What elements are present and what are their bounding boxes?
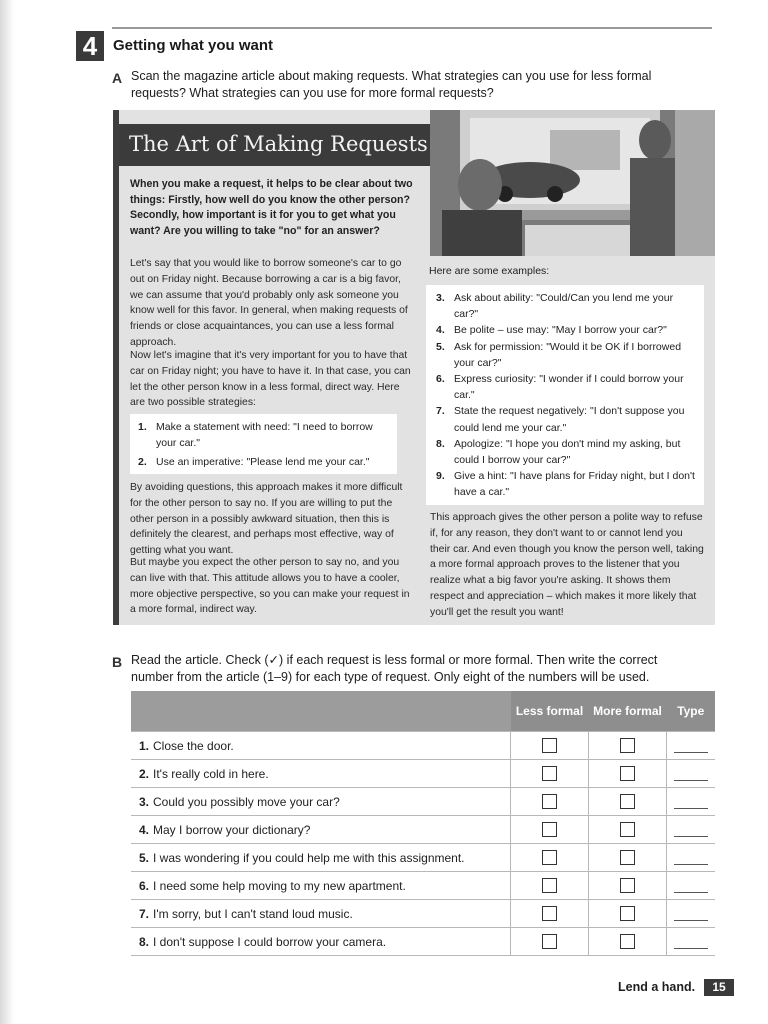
- header-less-formal: Less formal: [511, 691, 589, 732]
- page-number: 15: [704, 979, 734, 996]
- article-intro: When you make a request, it helps to be clear about two things: Firstly, how well do you know the other person? Secondly, how important is it for you to get what you want? Are you willing to take "no" for an answer?: [130, 178, 413, 237]
- more-formal-checkbox[interactable]: [620, 822, 635, 837]
- exercise-b-instruction: Read the article. Check (✓) if each request is less formal or more formal. Then write the correct number from the article (1–9) for each type of request. Only eight of the numbers will be used.: [131, 653, 658, 684]
- table-row: [131, 816, 715, 844]
- table-header-row: [131, 691, 715, 732]
- list-item: 5. Ask for permission: "Would it be OK if I borrowed your car?": [436, 340, 682, 369]
- article-paragraph-4: But maybe you expect the other person to say no, and you can live with that. This attitude allows you to have a cooler, more objective perspective, so you can make your request in a more formal, indirect way.: [130, 557, 410, 616]
- table-row: [131, 844, 715, 872]
- table-row: [131, 900, 715, 928]
- type-blank[interactable]: [674, 766, 708, 781]
- photo-illustration: [430, 110, 715, 256]
- type-blank[interactable]: [674, 878, 708, 893]
- list-item: 8. Apologize: "I hope you don't mind my asking, but could I borrow your car?": [436, 437, 681, 467]
- list-item: 3. Ask about ability: "Could/Can you lend me your car?": [436, 292, 674, 321]
- request-text: 2. It's really cold in here.: [131, 760, 511, 788]
- article-title-bar: [119, 124, 432, 166]
- article-photo: [430, 110, 715, 256]
- less-formal-checkbox[interactable]: [542, 850, 557, 865]
- footer-unit-title: Lend a hand.: [618, 980, 696, 994]
- more-formal-checkbox[interactable]: [620, 794, 635, 809]
- section-title: Getting what you want: [113, 37, 273, 54]
- table-row: [131, 732, 715, 760]
- less-formal-checkbox[interactable]: [542, 738, 557, 753]
- article-title-light: Making Requests: [243, 132, 428, 156]
- request-text: 1. Close the door.: [131, 732, 511, 760]
- list-item: 6. Express curiosity: "I wonder if I could borrow your car.": [436, 373, 684, 402]
- table-row: [131, 872, 715, 900]
- section-number-badge: 4: [76, 31, 104, 61]
- request-text: 3. Could you possibly move your car?: [131, 788, 511, 816]
- article-paragraph-2: Now let's imagine that it's very important for you to have that car on Friday night; you have to have it. In that case, you can let the other person know in a less formal, direct way. Here are two possible strategies:: [130, 350, 411, 409]
- type-blank[interactable]: [674, 738, 708, 753]
- type-blank[interactable]: [674, 906, 708, 921]
- article-paragraph-1: Let's say that you would like to borrow someone's car to go out on Friday night. Because borrowing a car is a big favor, we can assume that you'd probably only ask someone you know well for this favor. In general, when making requests of friends or close acquaintances, you can use a less formal approach.: [130, 258, 408, 348]
- more-formal-checkbox[interactable]: [620, 878, 635, 893]
- less-formal-checkbox[interactable]: [542, 766, 557, 781]
- article-title: [129, 132, 428, 156]
- more-formal-checkbox[interactable]: [620, 934, 635, 949]
- examples-list: [436, 290, 698, 501]
- request-text: 4. May I borrow your dictionary?: [131, 816, 511, 844]
- table-row: [131, 928, 715, 956]
- list-item: 1. Make a statement with need: "I need to borrow your car.": [138, 421, 373, 449]
- type-blank[interactable]: [674, 934, 708, 949]
- less-formal-checkbox[interactable]: [542, 822, 557, 837]
- list-item: 7. State the request negatively: "I don't suppose you could lend me your car.": [436, 405, 685, 434]
- more-formal-checkbox[interactable]: [620, 850, 635, 865]
- more-formal-checkbox[interactable]: [620, 906, 635, 921]
- less-formal-checkbox[interactable]: [542, 878, 557, 893]
- top-rule: [112, 27, 712, 29]
- examples-box: [426, 285, 704, 505]
- request-text: 5. I was wondering if you could help me with this assignment.: [131, 844, 511, 872]
- less-formal-checkbox[interactable]: [542, 934, 557, 949]
- exercise-a-instruction: Scan the magazine article about making requests. What strategies can you use for less formal requests? What strategies can you use for more formal requests?: [131, 69, 652, 100]
- list-item: 4. Be polite – use may: "May I borrow your car?": [436, 324, 667, 337]
- exercise-a-letter: A: [112, 70, 123, 86]
- type-blank[interactable]: [674, 822, 708, 837]
- table-row: [131, 760, 715, 788]
- less-formal-checkbox[interactable]: [542, 906, 557, 921]
- table-row: [131, 788, 715, 816]
- header-type: Type: [667, 691, 716, 732]
- article-box: [113, 110, 715, 625]
- request-table: [131, 691, 715, 956]
- request-text: 6. I need some help moving to my new apartment.: [131, 872, 511, 900]
- header-more-formal: More formal: [589, 691, 667, 732]
- exercise-b-letter: B: [112, 654, 123, 670]
- more-formal-checkbox[interactable]: [620, 738, 635, 753]
- more-formal-checkbox[interactable]: [620, 766, 635, 781]
- article-paragraph-3: By avoiding questions, this approach makes it more difficult for the other person to say no. If you are willing to put the other person in a possibly awkward situation, then this is definitely the clearest, and perhaps most effective, way of getting what you want.: [130, 482, 403, 557]
- header-blank: [131, 691, 511, 732]
- type-blank[interactable]: [674, 794, 708, 809]
- article-paragraph-5: This approach gives the other person a polite way to refuse if, for any reason, they don't want to or cannot lend you their car. And even though you know the person well, taking a more formal approach proves to the listener that you realize what a big favor you're asking. It shows them respect and appreciation – which makes it more likely that you'll get the result you want!: [430, 512, 704, 618]
- strategies-box: [130, 414, 397, 474]
- list-item: 2. Use an imperative: "Please lend me your car.": [138, 455, 370, 468]
- request-text: 7. I'm sorry, but I can't stand loud music.: [131, 900, 511, 928]
- request-text: 8. I don't suppose I could borrow your camera.: [131, 928, 511, 956]
- article-title-plain: The Art of: [129, 132, 237, 156]
- type-blank[interactable]: [674, 850, 708, 865]
- less-formal-checkbox[interactable]: [542, 794, 557, 809]
- scan-shadow: [0, 0, 14, 1024]
- strategies-list: [138, 420, 393, 473]
- examples-label: Here are some examples:: [429, 265, 550, 277]
- article-spine: [113, 110, 119, 625]
- list-item: 9. Give a hint: "I have plans for Friday night, but I don't have a car.": [436, 470, 695, 499]
